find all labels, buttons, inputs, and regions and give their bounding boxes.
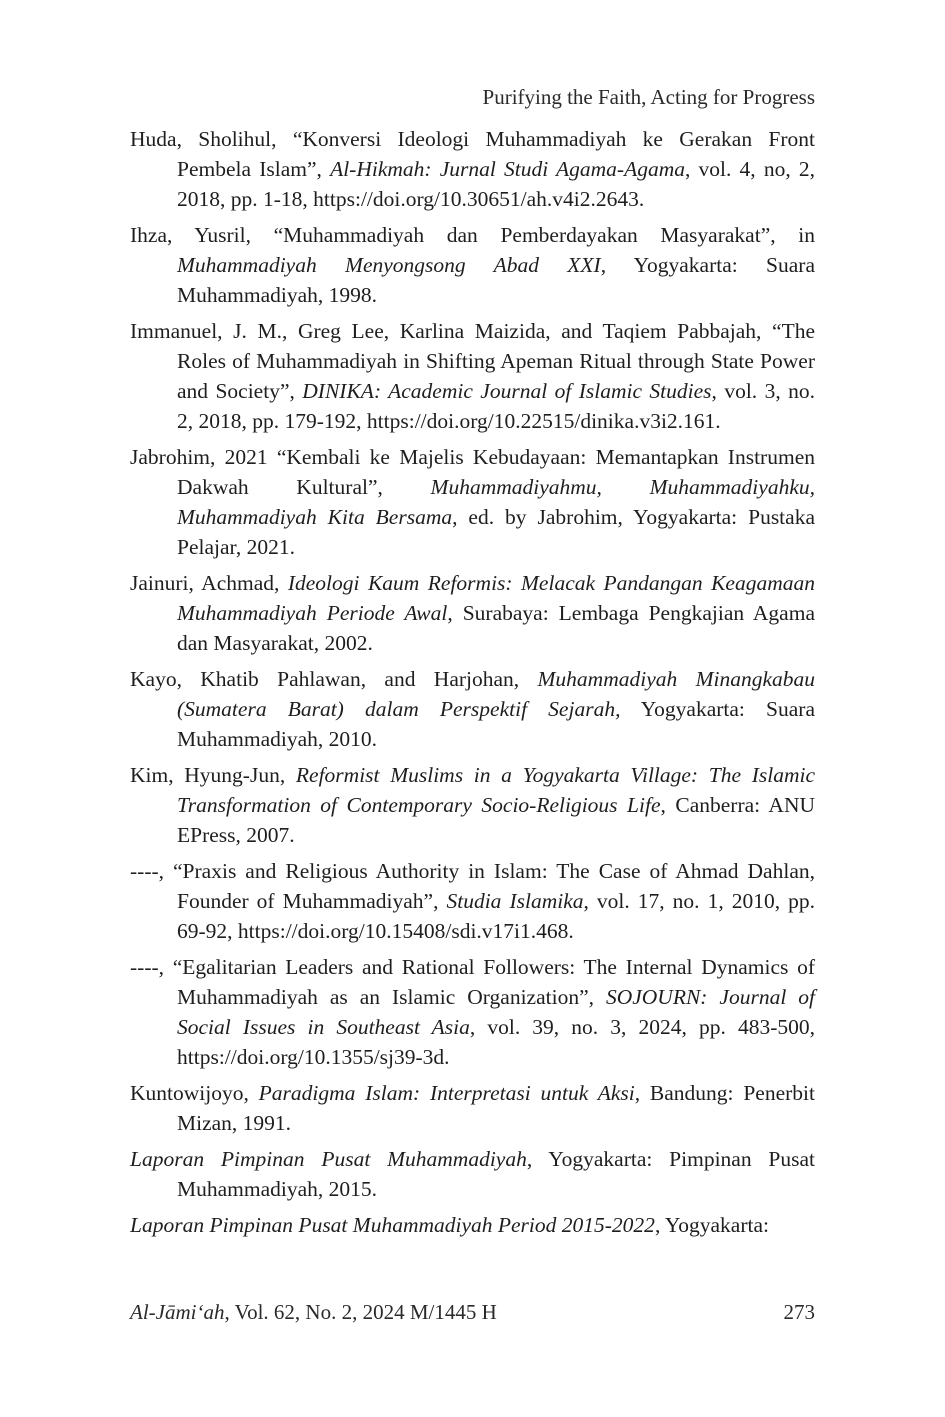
reference-source-title: DINIKA: Academic Journal of Islamic Studies bbox=[302, 379, 712, 403]
reference-details: , vol. 3, no. 2, 2018, pp. 179-192, https://doi.org/10.22515/dinika.v3i2.161. bbox=[177, 379, 816, 433]
reference-source-title: Muhammadiyahmu, Muhammadiyahku, Muhammadiyah Kita Bersama bbox=[177, 475, 815, 529]
reference-source-title: Laporan Pimpinan Pusat Muhammadiyah Period 2015-2022 bbox=[130, 1213, 655, 1237]
reference-source-title: Ideologi Kaum Reformis: Melacak Pandangan Keagamaan Muhammadiyah Periode Awal bbox=[177, 571, 815, 625]
reference-source-title: Paradigma Islam: Interpretasi untuk Aksi bbox=[258, 1081, 635, 1105]
reference-entry bbox=[130, 1144, 815, 1204]
reference-details: , vol. 17, no. 1, 2010, pp. 69-92, https://doi.org/10.15408/sdi.v17i1.468. bbox=[177, 889, 815, 943]
reference-source-title: Muhammadiyah Minangkabau (Sumatera Barat) dalam Perspektif Sejarah, bbox=[177, 667, 816, 721]
reference-entry bbox=[130, 568, 815, 658]
reference-text: Kuntowijoyo, bbox=[130, 1081, 259, 1105]
issue-info: , Vol. 62, No. 2, 2024 M/1445 H bbox=[224, 1300, 497, 1324]
reference-entry bbox=[130, 316, 815, 436]
reference-details: , Yogyakarta: Pimpinan Pusat Muhammadiyah, 2015. bbox=[177, 1147, 815, 1201]
reference-source-title: Muhammadiyah Menyongsong Abad XXI bbox=[177, 253, 601, 277]
reference-text: ----, “Praxis and Religious Authority in Islam: The Case of Ahmad Dahlan, Founder of Muhammadiyah”, bbox=[130, 859, 815, 913]
reference-entry bbox=[130, 1210, 815, 1240]
reference-entry bbox=[130, 952, 815, 1072]
reference-entry bbox=[130, 856, 815, 946]
page-number: 273 bbox=[783, 1300, 815, 1324]
reference-details: , vol. 4, no, 2, 2018, pp. 1-18, https://doi.org/10.30651/ah.v4i2.2643. bbox=[177, 157, 815, 211]
reference-entry bbox=[130, 760, 815, 850]
reference-source-title: Reformist Muslims in a Yogyakarta Village: The Islamic Transformation of Contemporary Socio-Religious Life bbox=[177, 763, 816, 817]
reference-source-title: Laporan Pimpinan Pusat Muhammadiyah bbox=[130, 1147, 527, 1171]
reference-details: , Surabaya: Lembaga Pengkajian Agama dan Masyarakat, 2002. bbox=[177, 601, 815, 655]
reference-entry bbox=[130, 124, 815, 214]
reference-entry bbox=[130, 220, 815, 310]
reference-details: Yogyakarta: Suara Muhammadiyah, 2010. bbox=[177, 697, 815, 751]
footer-citation bbox=[130, 1298, 497, 1326]
reference-text: Ihza, Yusril, “Muhammadiyah dan Pemberdayakan Masyarakat”, in bbox=[130, 223, 815, 247]
reference-entry bbox=[130, 442, 815, 562]
reference-text: Jabrohim, 2021 “Kembali ke Majelis Kebudayaan: Memantapkan Instrumen Dakwah Kultural”, bbox=[130, 445, 815, 499]
reference-text: Kayo, Khatib Pahlawan, and Harjohan, bbox=[130, 667, 538, 691]
reference-text: Huda, Sholihul, “Konversi Ideologi Muhammadiyah ke Gerakan Front Pembela Islam”, bbox=[130, 127, 815, 181]
reference-source-title: SOJOURN: Journal of Social Issues in Southeast Asia bbox=[177, 985, 815, 1039]
reference-source-title: Al-Hikmah: Jurnal Studi Agama-Agama bbox=[330, 157, 685, 181]
reference-details: , Canberra: ANU EPress, 2007. bbox=[177, 793, 816, 847]
reference-text: Jainuri, Achmad, bbox=[130, 571, 288, 595]
reference-entry bbox=[130, 1078, 815, 1138]
reference-text: Immanuel, J. M., Greg Lee, Karlina Maizida, and Taqiem Pabbajah, “The Roles of Muhammadiyah in Shifting Apeman Ritual through State Power and Society”, bbox=[130, 319, 815, 403]
reference-details: , ed. by Jabrohim, Yogyakarta: Pustaka Pelajar, 2021. bbox=[177, 505, 815, 559]
reference-details: , Yogyakarta: bbox=[654, 1213, 769, 1237]
reference-text: ----, “Egalitarian Leaders and Rational Followers: The Internal Dynamics of Muhammadiyah as an Islamic Organization”, bbox=[130, 955, 815, 1009]
page-footer bbox=[130, 1298, 815, 1326]
reference-details: , vol. 39, no. 3, 2024, pp. 483-500, https://doi.org/10.1355/sj39-3d. bbox=[177, 1015, 815, 1069]
reference-details: , Yogyakarta: Suara Muhammadiyah, 1998. bbox=[177, 253, 815, 307]
running-title: Purifying the Faith, Acting for Progress bbox=[482, 85, 815, 109]
reference-text: Kim, Hyung-Jun, bbox=[130, 763, 296, 787]
reference-source-title: Studia Islamika bbox=[446, 889, 584, 913]
reference-list bbox=[130, 124, 815, 1246]
journal-name: Al-Jāmi‘ah bbox=[130, 1300, 225, 1324]
reference-entry bbox=[130, 664, 815, 754]
reference-details: , Bandung: Penerbit Mizan, 1991. bbox=[177, 1081, 815, 1135]
